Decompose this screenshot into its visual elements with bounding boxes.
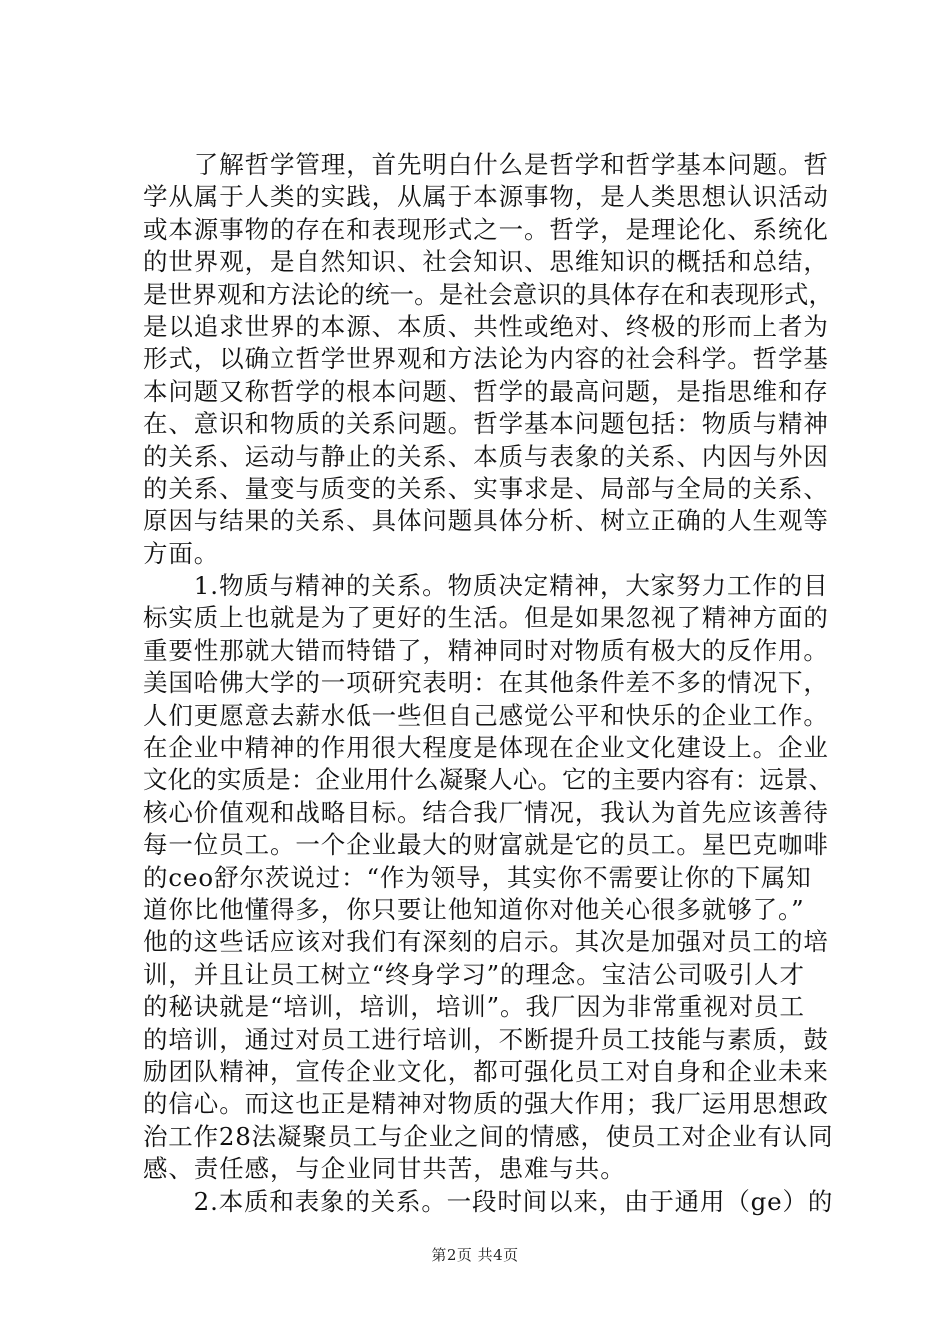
text-line: 励团队精神，宣传企业文化，都可强化员工对自身和企业未来 (143, 1056, 829, 1086)
text-line: 了解哲学管理，首先明白什么是哲学和哲学基本问题。哲 (143, 150, 829, 179)
text-line: 的ceo舒尔茨说过：“作为领导，其实你不需要让你的下属知 (143, 862, 812, 892)
text-line: 方面。 (143, 538, 220, 568)
text-line: 的关系、量变与质变的关系、实事求是、局部与全局的关系、 (143, 473, 829, 503)
text-line: 2.本质和表象的关系。一段时间以来，由于通用（ge）的 (143, 1186, 834, 1216)
text-line: 本问题又称哲学的根本问题、哲学的最高问题，是指思维和存 (143, 376, 829, 406)
text-line: 人们更愿意去薪水低一些但自己感觉公平和快乐的企业工作。 (143, 700, 829, 730)
text-line: 或本源事物的存在和表现形式之一。哲学，是理论化、系统化 (143, 214, 829, 244)
text-line: 治工作28法凝聚员工与企业之间的情感，使员工对企业有认同 (143, 1121, 834, 1151)
text-line: 1.物质与精神的关系。物质决定精神，大家努力工作的目 (143, 571, 829, 601)
text-line: 的信心。而这也正是精神对物质的强大作用；我厂运用思想政 (143, 1089, 829, 1119)
text-line: 的秘诀就是“培训，培训，培训”。我厂因为非常重视对员工 (143, 992, 805, 1022)
text-line: 形式，以确立哲学世界观和方法论为内容的社会科学。哲学基 (143, 344, 829, 374)
text-line: 他的这些话应该对我们有深刻的启示。其次是加强对员工的培 (143, 927, 829, 957)
text-line: 在企业中精神的作用很大程度是体现在企业文化建设上。企业 (143, 733, 829, 763)
document-body (143, 149, 833, 1218)
text-line: 重要性那就大错而特错了，精神同时对物质有极大的反作用。 (143, 635, 829, 665)
text-line: 原因与结果的关系、具体问题具体分析、树立正确的人生观等 (143, 506, 829, 536)
text-line: 道你比他懂得多，你只要让他知道你对他关心很多就够了。” (143, 894, 805, 924)
text-line: 美国哈佛大学的一项研究表明：在其他条件差不多的情况下， (143, 668, 829, 698)
text-line: 在、意识和物质的关系问题。哲学基本问题包括：物质与精神 (143, 409, 829, 439)
text-line: 核心价值观和战略目标。结合我厂情况，我认为首先应该善待 (143, 797, 829, 827)
text-line: 标实质上也就是为了更好的生活。但是如果忽视了精神方面的 (143, 603, 829, 633)
text-line: 的世界观，是自然知识、社会知识、思维知识的概括和总结， (143, 247, 829, 277)
text-line: 感、责任感，与企业同甘共苦，患难与共。 (143, 1154, 626, 1184)
text-line: 学从属于人类的实践，从属于本源事物，是人类思想认识活动 (143, 182, 829, 212)
text-line: 是世界观和方法论的统一。是社会意识的具体存在和表现形式， (143, 279, 834, 309)
text-line: 训，并且让员工树立“终身学习”的理念。宝洁公司吸引人才 (143, 959, 805, 989)
text-line: 的培训，通过对员工进行培训，不断提升员工技能与素质，鼓 (143, 1024, 829, 1054)
page-number-footer: 第2页 共4页 (431, 1246, 519, 1264)
text-line: 每一位员工。一个企业最大的财富就是它的员工。星巴克咖啡 (143, 830, 829, 860)
text-line: 文化的实质是：企业用什么凝聚人心。它的主要内容有：远景、 (143, 765, 834, 795)
text-line: 是以追求世界的本源、本质、共性或绝对、终极的形而上者为 (143, 311, 829, 341)
text-line: 的关系、运动与静止的关系、本质与表象的关系、内因与外因 (143, 441, 829, 471)
